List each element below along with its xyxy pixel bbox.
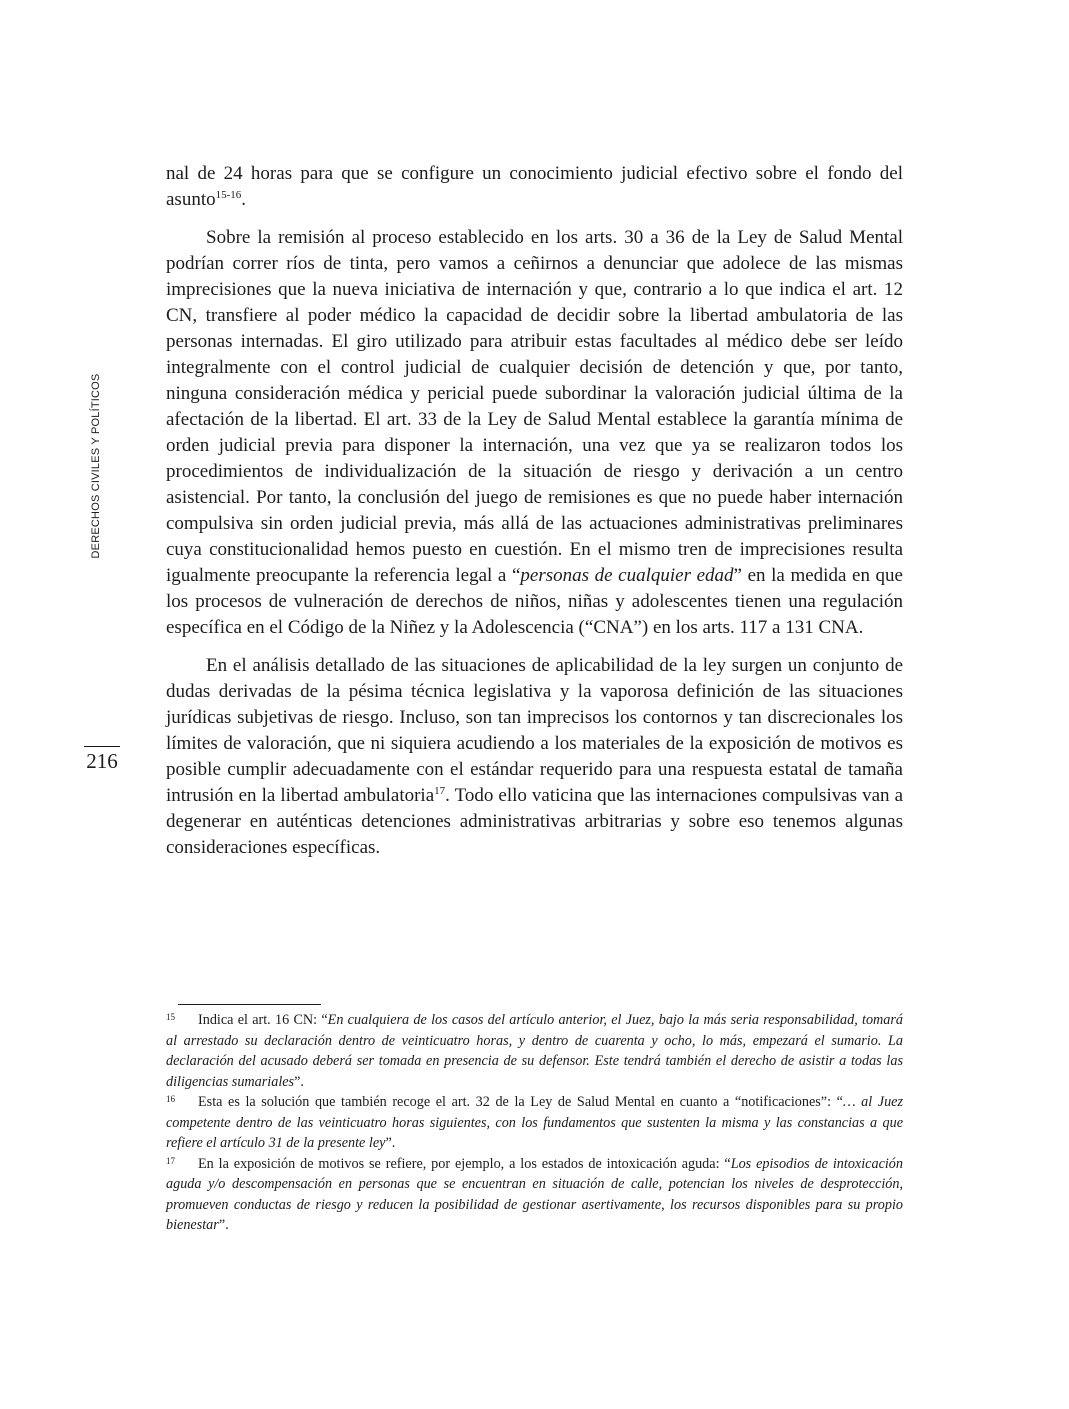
paragraph-3-text-a: En el análisis detallado de las situaciones de aplicabilidad de la ley surgen un conjunto de dudas derivadas de la pésima técnica legislativa y la vaporosa definición de las situaciones jurídicas subjetivas de riesgo. Incluso, son tan imprecisos los contornos y tan discrecionales los límites de valoración, que ni siquiera acudiendo a los materiales de la exposición de motivos es posible cumplir adecuadamente con el estándar requerido para una respuesta estatal de tamaña intrusión en la libertad ambulatoria — [166, 655, 903, 806]
footnote-quote: Los episodios de intoxicación aguda y/o descompensación en personas que se encuentran en situación de calle, potencian los niveles de desprotección, promueven conductas de riesgo y reducen la posibilidad de gestionar asertivamente, los recursos disponibles para su propio bienestar — [166, 1155, 903, 1233]
footnote-text: En la exposición de motivos se refiere, por ejemplo, a los estados de intoxicación aguda: “ — [198, 1155, 731, 1172]
footnotes — [166, 1010, 903, 1236]
footnote-quote: En cualquiera de los casos del artículo anterior, el Juez, bajo la más seria responsabilidad, tomará al arrestado su declaración dentro de veinticuatro horas, y dentro de cuarenta y ocho, lo más, empezará el sumario. La declaración del acusado deberá ser tomada en presencia de su defensor. Este tendrá también el derecho de asistir a todas las diligencias sumariales — [166, 1012, 903, 1090]
page-number: 216 — [86, 749, 118, 773]
footnote-text-end: ”. — [385, 1135, 396, 1151]
paragraph-2-text-a: Sobre la remisión al proceso establecido en los arts. 30 a 36 de la Ley de Salud Mental podrían correr ríos de tinta, pero vamos a ceñirnos a denunciar que adolece de las mismas imprecisiones que la nueva iniciativa de internación y que, contrario a lo que indica el art. 12 CN, transfiere al poder médico la capacidad de decidir sobre la libertad ambulatoria de las personas internadas. El giro utilizado para atribuir estas facultades al médico debe ser leído integralmente con el control judicial de cualquier decisión de detención y que, por tanto, ninguna consideración médica y pericial puede subordinar la valoración judicial última de la afectación de la libertad. El art. 33 de la Ley de Salud Mental establece la garantía mínima de orden judicial previa para disponer la internación, una vez que ya se realizaron todos los procedimientos de individualización de la situación de riesgo y derivación a un centro asistencial. Por tanto, la conclusión del juego de remisiones es que no puede haber internación compulsiva sin orden judicial previa, más allá de las actuaciones administrativas preliminares cuya constitucionalidad hemos puesto en cuestión. En el mismo tren de imprecisiones resulta igualmente preocupante la referencia legal a “ — [166, 227, 903, 586]
paragraph-1-text: nal de 24 horas para que se configure un conocimiento judicial efectivo sobre el fondo del asunto — [166, 163, 903, 210]
paragraph-2-quote: personas de cualquier edad — [520, 565, 734, 586]
footnote-ref-17[interactable]: 17 — [434, 785, 446, 797]
main-text — [166, 161, 903, 873]
footnote-ref-15-16[interactable]: 15-16 — [215, 189, 242, 201]
footnote-text: Esta es la solución que también recoge el art. 32 de la Ley de Salud Mental en cuanto a “notificaciones”: “ — [198, 1094, 843, 1110]
footnote-17: 17 En la exposición de motivos se refiere, por ejemplo, a los estados de intoxicación aguda: “Los episodios de intoxicación aguda y/o descompensación en personas que se encuentran en situación de calle, potencian los niveles de desprotección, promueven conductas de riesgo y reducen la posibilidad de gestionar asertivamente, los recursos disponibles para su propio bienestar”. — [166, 1155, 903, 1233]
footnote-text: Indica el art. 16 CN: “ — [198, 1012, 328, 1028]
paragraph-1 — [166, 161, 903, 213]
paragraph-3 — [166, 653, 903, 861]
footnote-15: 15 Indica el art. 16 CN: “En cualquiera de los casos del artículo anterior, el Juez, bajo la más seria responsabilidad, tomará al arrestado su declaración dentro de veinticuatro horas, y dentro de cuarenta y ocho, lo más, empezará el sumario. La declaración del acusado deberá ser tomada en presencia de su defensor. Este tendrá también el derecho de asistir a todas las diligencias sumariales”. — [166, 1012, 903, 1090]
paragraph-3-text-b: . Todo ello vaticina que las internaciones compulsivas van a degenerar en auténticas detenciones administrativas arbitrarias y sobre eso tenemos algunas consideraciones específicas. — [166, 785, 903, 858]
section-title: DERECHOS CIVILES Y POLÍTICOS — [90, 373, 102, 559]
footnote-text-end: ”. — [218, 1217, 229, 1233]
footnote-16: 16 Esta es la solución que también recoge el art. 32 de la Ley de Salud Mental en cuanto a “notificaciones”: “… al Juez competente dentro de las veinticuatro horas siguientes, con los fundamentos que sustenten la misma y las constancias a que refiere el artículo 31 de la presente ley”. — [166, 1094, 903, 1151]
footnote-separator — [178, 1004, 321, 1005]
footnote-quote: … al Juez competente dentro de las veinticuatro horas siguientes, con los fundamentos que sustenten la misma y las constancias a que refiere el artículo 31 de la presente ley — [166, 1094, 903, 1151]
footnote-text-end: ”. — [294, 1073, 304, 1090]
paragraph-2-text-b: ” en la medida en que los procesos de vulneración de derechos de niños, niñas y adolescentes tienen una regulación específica en el Código de la Niñez y la Adolescencia (“CNA”) en los arts. 117 a 131 CNA. — [166, 565, 903, 638]
paragraph-1-end: . — [241, 189, 247, 210]
paragraph-2 — [166, 225, 903, 641]
